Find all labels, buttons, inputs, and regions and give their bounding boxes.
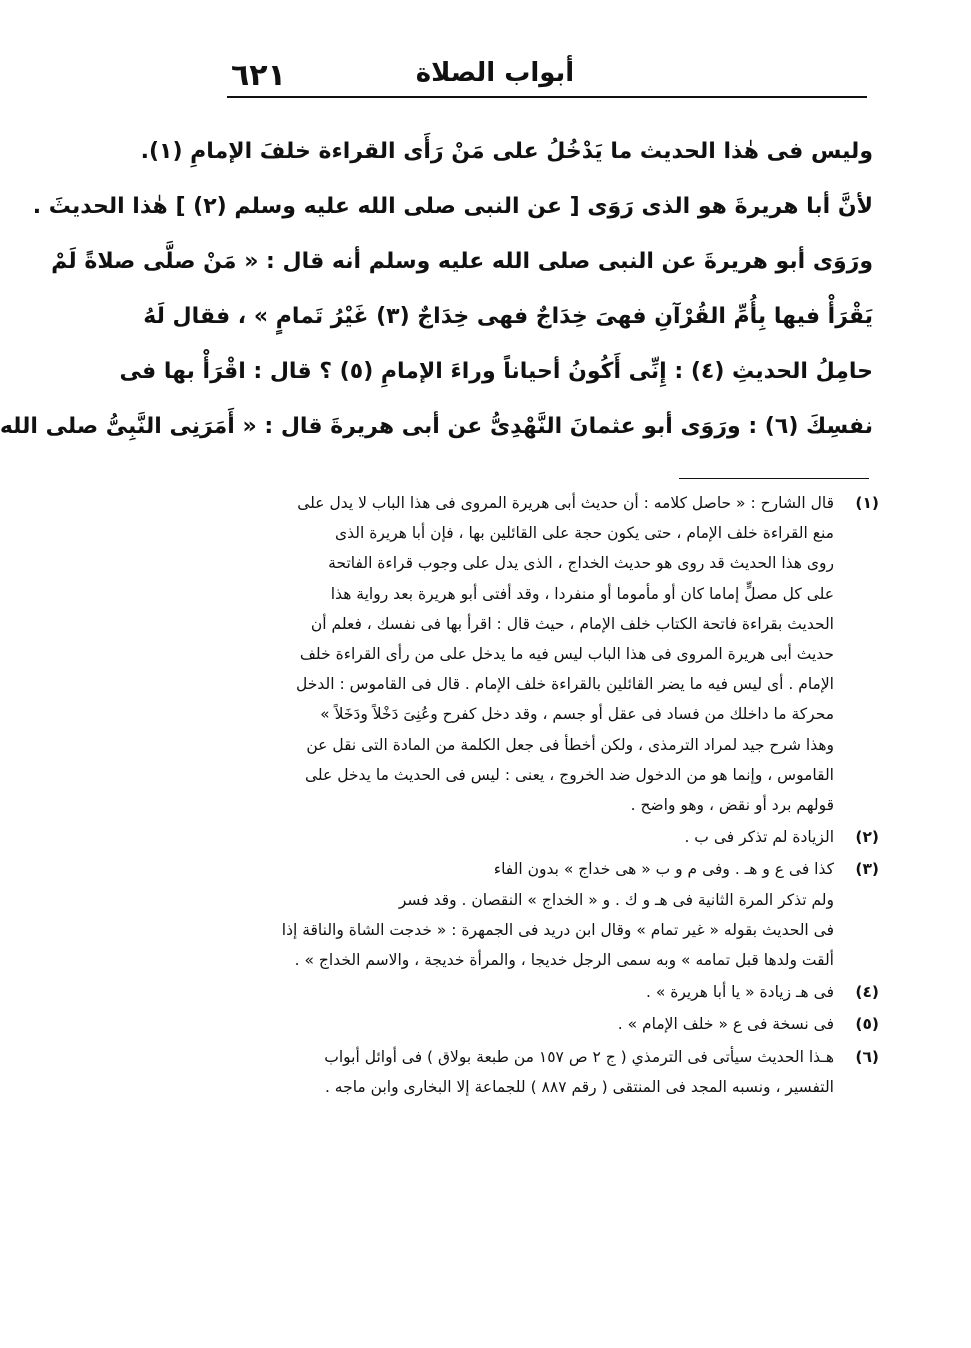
footnote-line: قولهم برد أو نقض ، وهو واضح . xyxy=(630,796,834,815)
page-number: ٦٢١ xyxy=(231,58,286,93)
footnote-line: التفسير ، ونسبه المجد فى المنتقى ( رقم ٨٨٧ ) للجماعة إلا البخارى وابن ماجه . xyxy=(324,1077,834,1096)
main-text-line: نفسِكَ (٦) : ورَوَى أبو عثمانَ النَّهْدِىُّ عن أبى هريرةَ قال : « أَمَرَنِى النَّبِىُّ صلى الله xyxy=(0,414,873,439)
footnote-line: كذا فى ع و هـ . وفى م و ب « هى خداج » بدون الفاء xyxy=(493,860,834,879)
footnote-line: فى نسخة فى ع « خلف الإمام » . xyxy=(617,1015,834,1034)
footnote-number: (٣) xyxy=(855,860,879,879)
main-text-line: لأنَّ أبا هريرةَ هو الذى رَوَى [ عن النبى صلى الله عليه وسلم (٢) ] هٰذا الحديثَ . xyxy=(32,194,873,219)
footnote-line: ولم تذكر المرة الثانية فى هـ و ك . و « الخداج » النقصان . وقد فسر xyxy=(398,890,834,909)
main-text xyxy=(0,124,873,454)
footnote-line: روى هذا الحديث قد روى هو حديث الخداج ، الذى يدل على وجوب قراءة الفاتحة xyxy=(328,554,834,573)
footnotes xyxy=(219,488,879,1104)
footnote-6 xyxy=(219,1042,879,1102)
footnote-line: الزيادة لم تذكر فى ب . xyxy=(684,828,834,847)
footnote-line: ألقت ولدها قبل تمامه » وبه سمى الرجل خديجا ، والمرأة خديجة ، والاسم الخداج » . xyxy=(294,951,834,970)
footnote-line: القاموس ، وإنما هو من الدخول ضد الخروج ، يعنى : ليس فى الحديث ما يدخل على xyxy=(304,765,834,784)
footnote-line: محركة ما داخلك من فساد فى عقل أو جسم ، وقد دخل كفرح وعُنِىَ دَخْلاً ودَخَلاً » xyxy=(320,705,834,724)
footnote-line: هـذا الحديث سيأتى فى الترمذي ( ج ٢ ص ١٥٧ من طبعة بولاق ) فى أوائل أبواب xyxy=(324,1047,834,1066)
main-text-line: يَقْرَأْ فيها بِأُمِّ القُرْآنِ فهىَ خِدَاجٌ فهى خِدَاجٌ (٣) غَيْرُ تَمامٍ » ، فقال لَهُ xyxy=(143,304,873,329)
footnote-5 xyxy=(219,1009,879,1039)
footnote-line: الحديث بقراءة فاتحة الكتاب خلف الإمام ، حيث قال : اقرأ بها فى نفسك ، فعلم أن xyxy=(310,614,834,633)
footnote-number: (٤) xyxy=(855,983,879,1002)
footnote-number: (٦) xyxy=(855,1047,879,1066)
footnote-2 xyxy=(219,822,879,852)
footnote-1 xyxy=(219,488,879,820)
footnote-line: حديث أبى هريرة المروى فى هذا الباب ليس فيه ما يدخل على من رأى القراءة خلف xyxy=(299,645,834,664)
footnote-line: منع القراءة خلف الإمام ، حتى يكون حجة على القائلين بها ، فإن أبا هريرة الذى xyxy=(334,524,834,543)
footnote-4 xyxy=(219,977,879,1007)
footnote-line: فى هـ زيادة « يا أبا هريرة » . xyxy=(646,983,834,1002)
main-text-line: وليس فى هٰذا الحديث ما يَدْخُلُ على مَنْ رَأَى القراءة خلفَ الإمامِ (١). xyxy=(140,139,873,164)
running-title: أبواب الصلاة xyxy=(415,58,575,88)
footnote-line: فى الحديث بقوله « غير تمام » وقال ابن دريد فى الجمهرة : « خدجت الشاة والناقة إذا xyxy=(281,920,834,939)
header-rule xyxy=(227,96,867,98)
footnote-3 xyxy=(219,854,879,975)
footnote-line: قال الشارح : « حاصل كلامه : أن حديث أبى هريرة المروى فى هذا الباب لا يدل على xyxy=(297,494,834,512)
footnote-number: (١) xyxy=(855,494,879,512)
footnote-line: الإمام . أى ليس فيه ما يضر القائلين بالقراءة خلف الإمام . قال فى القاموس : الدخل xyxy=(296,675,834,694)
main-text-line: ورَوَى أبو هريرةَ عن النبى صلى الله عليه وسلم أنه قال : « مَنْ صلَّى صلاةً لَمْ xyxy=(51,249,873,274)
main-text-line: حامِلُ الحديثِ (٤) : إِنِّى أَكُونُ أحياناً وراءَ الإمامِ (٥) ؟ قال : اقْرَأْ بها فى xyxy=(119,359,873,384)
footnote-line: على كل مصلٍّ إماما كان أو مأموما أو منفردا ، وقد أفتى أبو هريرة بعد رواية هذا xyxy=(330,584,834,603)
footnote-line: وهذا شرح جيد لمراد الترمذى ، ولكن أخطأ فى جعل الكلمة من المادة التى نقل عن xyxy=(306,735,834,754)
footnote-number: (٥) xyxy=(855,1015,879,1034)
footnote-separator xyxy=(679,478,869,479)
footnote-number: (٢) xyxy=(855,828,879,847)
